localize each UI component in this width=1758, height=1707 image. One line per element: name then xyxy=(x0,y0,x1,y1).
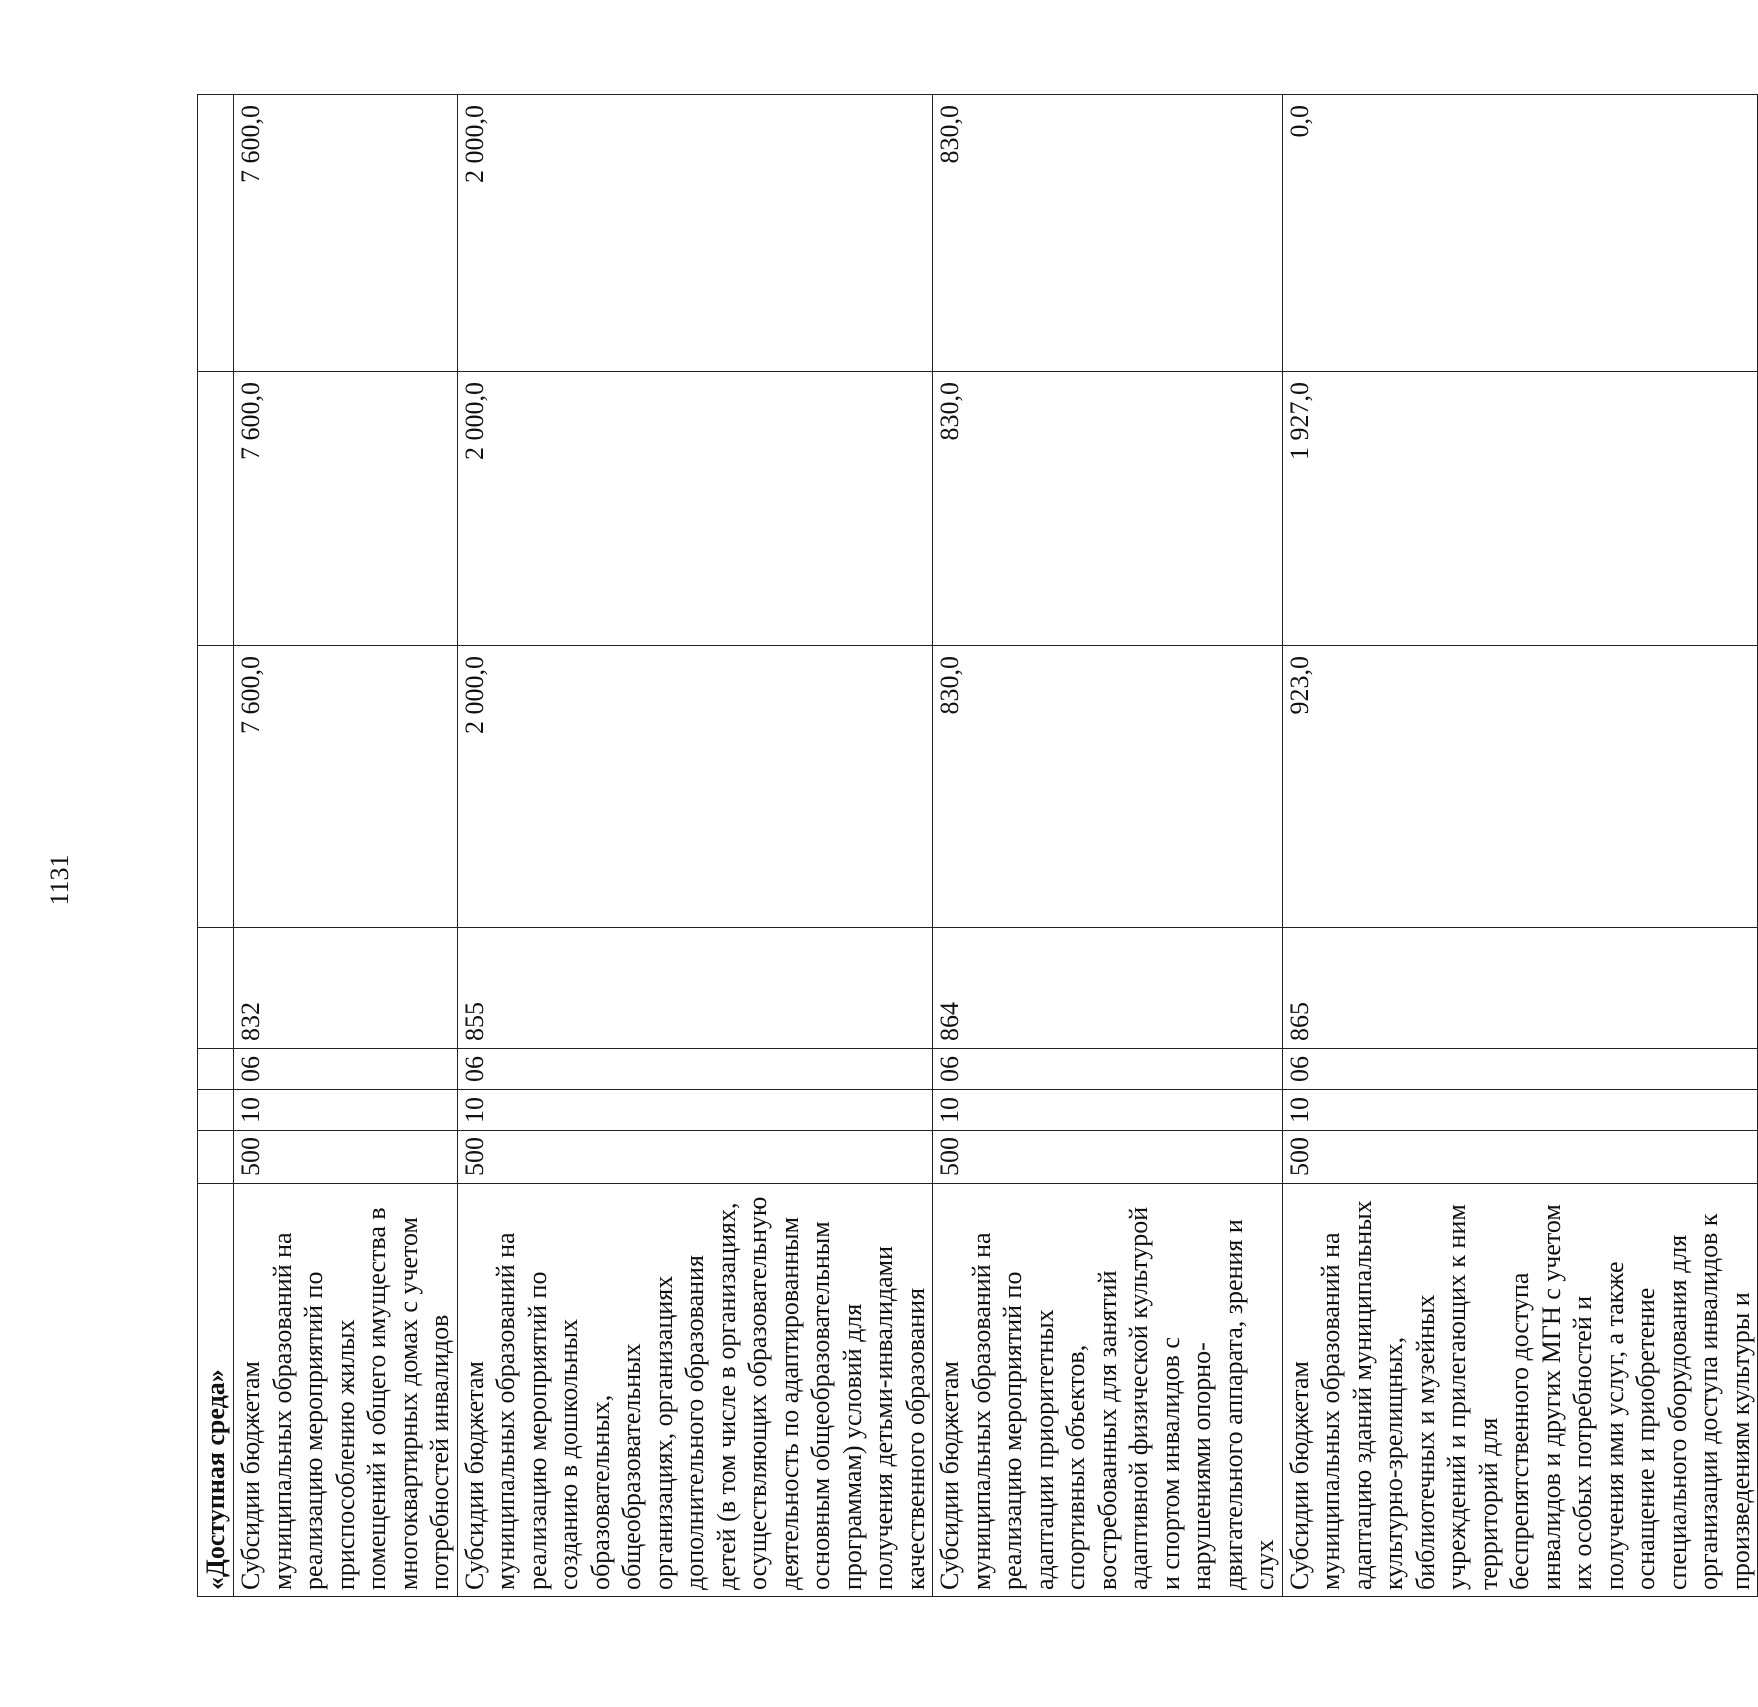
amount-cell: 0,0 xyxy=(1282,95,1758,372)
amount-cell: 923,0 xyxy=(1282,646,1758,928)
code-cell: 06 xyxy=(457,1049,933,1090)
row-description: Субсидии бюджетам муниципальных образований на реализацию мероприятий по созданию в дошкольных образовательных, общеобразовательных организациях, организациях дополнительного образования детей (в том числе в организациях, осуществляющих образовательную деятельность по адаптированным основным общеобразовательным программам) условий для получения детьми-инвалидами качественного образования xyxy=(457,1184,933,1597)
budget-table xyxy=(197,94,1758,1597)
row-description: Субсидии бюджетам муниципальных образований на адаптацию зданий муниципальных культурно-зрелищных, библиотечных и музейных учреждений и прилегающих к ним территорий для беспрепятственного доступа инвалидов и других МГН с учетом их особых потребностей и получения ими услуг, а также оснащение и приобретение специального оборудования для организации доступа инвалидов к произведениям культуры и xyxy=(1282,1184,1758,1597)
section-header-row xyxy=(198,95,234,1597)
code-cell: 500 xyxy=(933,1131,1283,1184)
code-cell: 855 xyxy=(457,928,933,1049)
empty-cell xyxy=(198,1049,234,1090)
amount-cell: 7 600,0 xyxy=(234,95,458,372)
code-cell: 10 xyxy=(933,1090,1283,1131)
row-description: Субсидии бюджетам муниципальных образований на реализацию мероприятий по приспособлению жилых помещений и общего имущества в многоквартирных домах с учетом потребностей инвалидов xyxy=(234,1184,458,1597)
amount-cell: 1 927,0 xyxy=(1282,372,1758,646)
amount-cell: 2 000,0 xyxy=(457,95,933,372)
amount-cell: 7 600,0 xyxy=(234,646,458,928)
code-cell: 06 xyxy=(933,1049,1283,1090)
code-cell: 500 xyxy=(457,1131,933,1184)
amount-cell: 830,0 xyxy=(933,95,1283,372)
code-cell: 06 xyxy=(1282,1049,1758,1090)
code-cell: 10 xyxy=(1282,1090,1758,1131)
table-row xyxy=(234,95,458,1597)
page-number: 1131 xyxy=(45,854,74,906)
code-cell: 10 xyxy=(457,1090,933,1131)
amount-cell: 7 600,0 xyxy=(234,372,458,646)
empty-cell xyxy=(198,1131,234,1184)
code-cell: 500 xyxy=(234,1131,458,1184)
table-row xyxy=(1282,95,1758,1597)
code-cell: 06 xyxy=(234,1049,458,1090)
row-description: Субсидии бюджетам муниципальных образований на реализацию мероприятий по адаптации приоритетных спортивных объектов, востребованных для занятий адаптивной физической культурой и спортом инвалидов с нарушениями опорно-двигательного аппарата, зрения и слух xyxy=(933,1184,1283,1597)
code-cell: 865 xyxy=(1282,928,1758,1049)
amount-cell: 830,0 xyxy=(933,646,1283,928)
empty-cell xyxy=(198,95,234,372)
amount-cell: 830,0 xyxy=(933,372,1283,646)
budget-table-wrapper xyxy=(197,95,1755,1597)
empty-cell xyxy=(198,372,234,646)
table-row xyxy=(457,95,933,1597)
table-row xyxy=(933,95,1283,1597)
empty-cell xyxy=(198,646,234,928)
empty-cell xyxy=(198,1090,234,1131)
code-cell: 10 xyxy=(234,1090,458,1131)
amount-cell: 2 000,0 xyxy=(457,646,933,928)
amount-cell: 2 000,0 xyxy=(457,372,933,646)
section-title: «Доступная среда» xyxy=(198,1184,234,1597)
code-cell: 500 xyxy=(1282,1131,1758,1184)
empty-cell xyxy=(198,928,234,1049)
code-cell: 864 xyxy=(933,928,1283,1049)
code-cell: 832 xyxy=(234,928,458,1049)
